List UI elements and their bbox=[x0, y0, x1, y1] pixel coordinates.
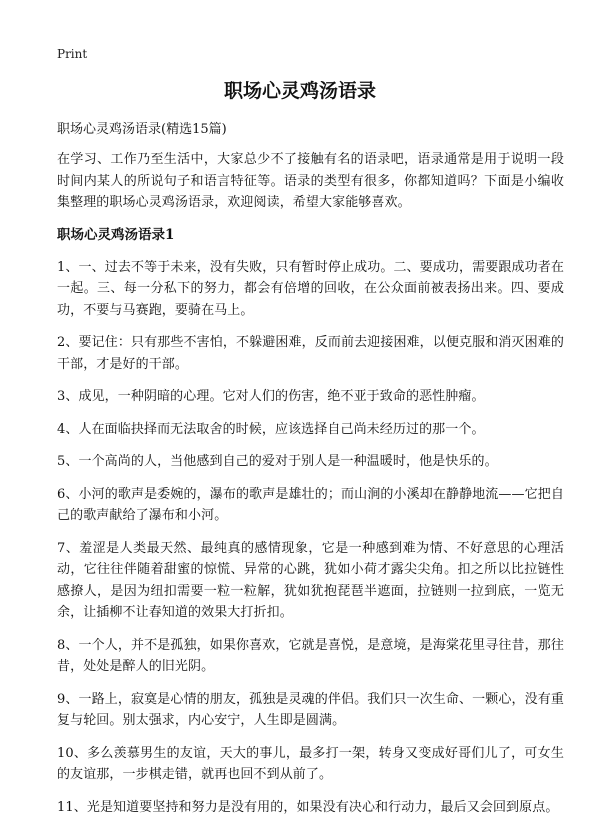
quote-item-6: 6、小河的歌声是委婉的，瀑布的歌声是雄壮的；而山涧的小溪却在静静地流——它把自己的歌声献给了瀑布和小河。 bbox=[57, 486, 564, 523]
page-title: 职场心灵鸡汤语录 bbox=[223, 80, 376, 102]
quote-item-9: 9、一路上，寂寞是心情的朋友，孤独是灵魂的伴侣。我们只一次生命、一颗心，没有重复与轮回。别太强求，内心安宁，人生即是圆满。 bbox=[57, 691, 564, 728]
section-heading: 职场心灵鸡汤语录1 bbox=[57, 226, 175, 243]
quote-item-2: 2、要记住：只有那些不害怕，不躲避困难，反而前去迎接困难，以便克服和消灭困难的干部，才是好的干部。 bbox=[57, 335, 564, 372]
quote-item-8: 8、一个人，并不是孤独，如果你喜欢，它就是喜悦，是意境，是海棠花里寻往昔，那往昔，处处是醉人的旧光阴。 bbox=[57, 637, 564, 674]
quote-item-7: 7、羞涩是人类最天然、最纯真的感情现象，它是一种感到难为情、不好意思的心理活动，它往往伴随着甜蜜的惊慌、异常的心跳，犹如小荷才露尖尖角。扣之所以比拉链性感撩人，是因为纽扣需要一粒一粒解，犹如犹抱琵琶半遮面，拉链则一拉到底，一览无余，让插柳不让春知道的效果大打折扣。 bbox=[57, 540, 564, 620]
print-link[interactable]: Print bbox=[57, 47, 88, 61]
quote-item-10: 10、多么羡慕男生的友谊，天大的事儿，最多打一架，转身又变成好哥们儿了，可女生的友谊那，一步棋走错，就再也回不到从前了。 bbox=[57, 745, 564, 782]
quote-item-1: 1、一、过去不等于未来，没有失败，只有暂时停止成功。二、要成功，需要跟成功者在一起。三、每一分私下的努力，都会有倍增的回收，在公众面前被表扬出来。四、要成功，不要与马赛跑，要骑在马上。 bbox=[57, 259, 564, 318]
document-body bbox=[57, 149, 564, 829]
quote-item-3: 3、成见，一种阴暗的心理。它对人们的伤害，绝不亚于致命的恶性肿瘤。 bbox=[57, 389, 485, 404]
document-subtitle: 职场心灵鸡汤语录(精选15篇) bbox=[57, 122, 227, 137]
quote-item-4: 4、人在面临抉择而无法取舍的时候，应该选择自己尚未经历过的那一个。 bbox=[57, 421, 485, 437]
intro-paragraph: 在学习、工作乃至生活中，大家总少不了接触有名的语录吧，语录通常是用于说明一段时间内某人的所说句子和语言特征等。语录的类型有很多，你都知道吗？下面是小编收集整理的职场心灵鸡汤语录，欢迎阅读，希望大家能够喜欢。 bbox=[57, 152, 564, 210]
quote-item-11: 11、光是知道要坚持和努力是没有用的，如果没有决心和行动力，最后又会回到原点。 bbox=[57, 799, 559, 815]
quote-item-5: 5、一个高尚的人，当他感到自己的爱对于别人是一种温暖时，他是快乐的。 bbox=[57, 454, 498, 469]
